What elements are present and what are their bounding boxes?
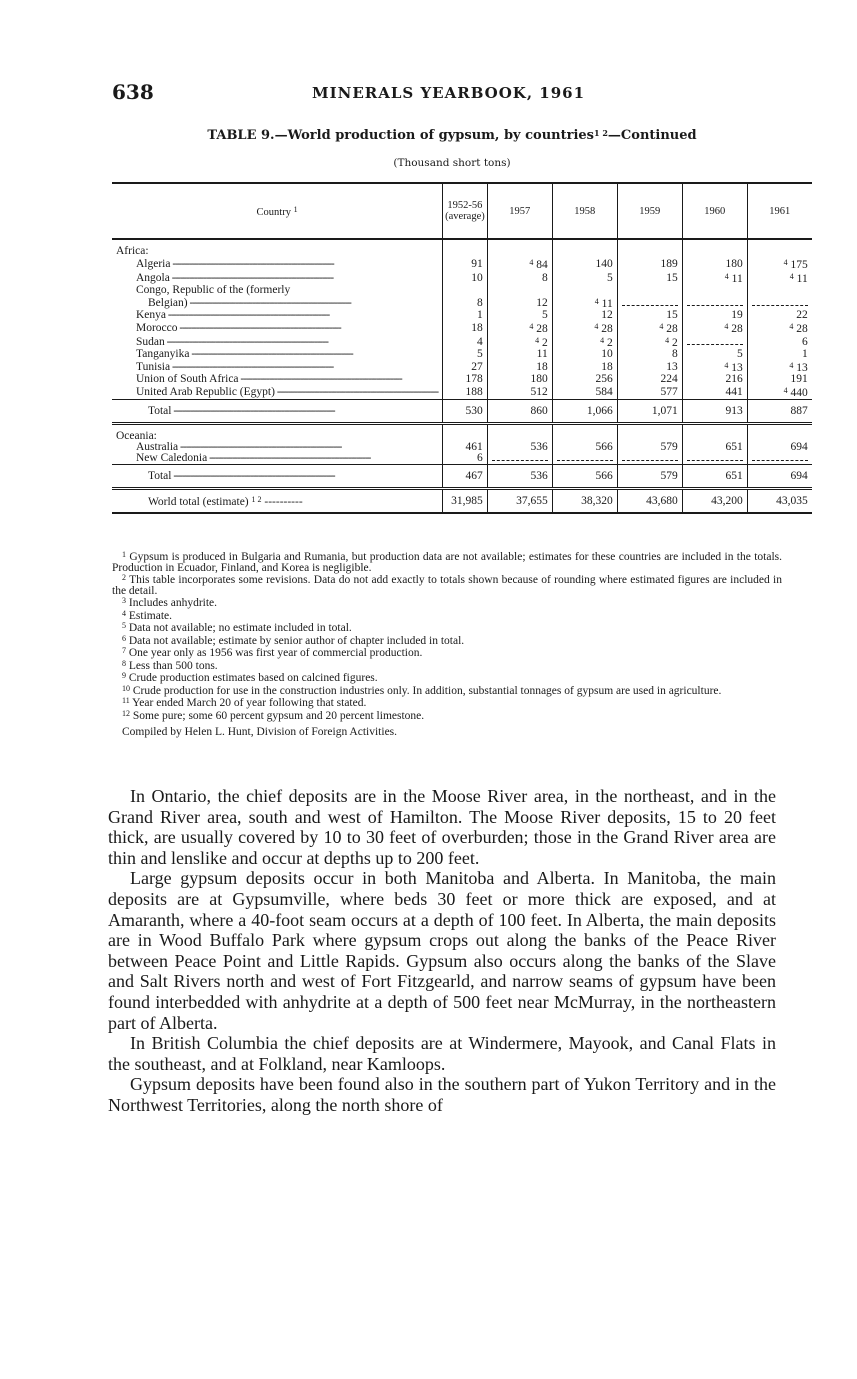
table-footnotes	[112, 550, 782, 738]
table-row: Belgian) ----- 8 12 $^4$ 11	[112, 296, 812, 310]
gypsum-production-table	[112, 182, 812, 514]
footnote: $^9$ Crude production estimates based on calcined figures.	[122, 671, 378, 684]
header-1960: 1960	[682, 183, 747, 239]
paragraph: In Ontario, the chief deposits are in the Moose River area, in the northeast, and in the Grand River area, south and west of Hamilton. The Moose River deposits, 15 to 20 feet thick, are usually covered by 10 to 30 feet of overburden; those in the Grand River area are thin and lenslike and occur at depths up to 200 feet.	[108, 786, 776, 868]
header-1959: 1959	[617, 183, 682, 239]
country-name: Tunisia -----	[112, 360, 443, 374]
footnote: $^{11}$ Year ended March 20 of year following that stated.	[122, 696, 367, 709]
table-row: Morocco ----- 18 $^4$ 28 $^4$ 28 $^4$ 28 $^4$ 28 $^4$ 28	[112, 321, 812, 335]
country-name: Algeria -----	[112, 257, 443, 271]
country-name: Australia -----	[112, 442, 443, 453]
total-label: Total -----	[112, 400, 443, 424]
footnote: $^{12}$ Some pure; some 60 percent gypsum and 20 percent limestone.	[122, 708, 425, 722]
table-row: United Arab Republic (Egypt) ----- 188 512 584 577 441 $^4$ 440	[112, 385, 812, 400]
body-text	[108, 786, 776, 1116]
header-1957: 1957	[487, 183, 552, 239]
table-row: Tanganyika ----- 5 11 10 8 5 1	[112, 349, 812, 360]
table-header-row	[112, 183, 812, 239]
country-name: Tanganyika -----	[112, 349, 443, 360]
compiled-by-credit: Compiled by Helen L. Hunt, Division of Foreign Activities.	[122, 726, 398, 738]
country-name: Angola -----	[112, 271, 443, 285]
footnote: $^4$ Estimate.	[122, 608, 172, 622]
table-row: Angola ----- 10 8 5 15 $^4$ 11 $^4$ 11	[112, 271, 812, 285]
table-title-suffix: —Continued	[607, 128, 697, 143]
table-unit: (Thousand short tons)	[393, 157, 511, 169]
table-row: Sudan ----- 4 $^4$ 2 $^4$ 2 $^4$ 2 6	[112, 335, 812, 349]
region-row-africa	[112, 239, 812, 257]
country-name: Morocco -----	[112, 321, 443, 335]
footnote: $^{10}$ Crude production for use in the construction industries only. In addition, substantial tonnages of gypsum are used in agriculture.	[122, 683, 722, 697]
world-total-label: World total (estimate) $^{1 2}$ ----------	[112, 489, 443, 514]
paragraph: Large gypsum deposits occur in both Manitoba and Alberta. In Manitoba, the main deposits are at Gypsumville, where beds 30 feet or more thick are exposed, and at Amaranth, where a 40-foot seam occurs at a depth of 100 feet. In Alberta, the main deposits are in Wood Buffalo Park where gypsum crops out along the banks of the Peace River between Peace Point and Little Rapids. Gypsum also occurs along the banks of the Slave and Salt Rivers north and west of Fort Fitzgearld, and narrow seams of gypsum have been found interbedded with anhydrite at a depth of 500 feet near McMurray, in the northeastern part of Alberta.	[108, 868, 776, 1033]
paragraph: Gypsum deposits have been found also in the southern part of Yukon Territory and in the Northwest Territories, along the north shore of	[108, 1074, 776, 1115]
paragraph: In British Columbia the chief deposits are at Windermere, Mayook, and Canal Flats in the southeast, and at Folkland, near Kamloops.	[108, 1033, 776, 1074]
header-1958: 1958	[552, 183, 617, 239]
country-name: Congo, Republic of the (formerly	[136, 285, 291, 296]
page-number: 638	[112, 80, 154, 104]
country-name: Union of South Africa -----	[112, 374, 443, 385]
region-label: Africa:	[116, 245, 149, 257]
header-average: 1952-56 (average)	[443, 183, 488, 239]
country-name: United Arab Republic (Egypt) -----	[112, 385, 443, 400]
world-total-row: World total (estimate) $^{1 2}$ ---------- 31,985 37,655 38,320 43,680 43,200 43,035	[112, 489, 812, 514]
country-name: Sudan -----	[112, 335, 443, 349]
footnote: $^3$ Includes anhydrite.	[122, 596, 218, 609]
footnote: $^8$ Less than 500 tons.	[122, 658, 218, 672]
table-row: Kenya ----- 1 5 12 15 19 22	[112, 310, 812, 321]
country-name: New Caledonia -----	[112, 453, 443, 465]
table-row: Union of South Africa ----- 178 180 256 224 216 191	[112, 374, 812, 385]
oceania-total-row: Total ----- 467 536 566 579 651 694	[112, 465, 812, 489]
country-name-continued: Belgian) -----	[112, 296, 443, 310]
footnote: $^7$ One year only as 1956 was first year of commercial production.	[122, 646, 423, 659]
footnote: $^5$ Data not available; no estimate included in total.	[122, 621, 352, 634]
table-title	[112, 128, 792, 143]
table-row: Australia ----- 461 536 566 579 651 694	[112, 442, 812, 453]
table-row: New Caledonia ----- 6	[112, 453, 812, 465]
header-country: Country $^1$	[112, 183, 443, 239]
footnote: $^1$ Gypsum is produced in Bulgaria and Rumania, but production data are not available; estimates for these countries are included in the totals. Production in Ecuador, Finland, and Korea is negligible.	[112, 550, 782, 574]
region-row-oceania	[112, 424, 812, 443]
table-title-footnote-ref: 1 2	[594, 128, 608, 138]
footnote: $^6$ Data not available; estimate by senior author of chapter included in total.	[122, 633, 465, 647]
table-row: Algeria ----- 91 $^4$ 84 140 189 180 $^4$ 175	[112, 257, 812, 271]
header-1961: 1961	[747, 183, 812, 239]
africa-total-row: Total ----- 530 860 1,066 1,071 913 887	[112, 400, 812, 424]
running-title: MINERALS YEARBOOK, 1961	[312, 84, 586, 102]
country-name: Kenya -----	[112, 310, 443, 321]
region-label: Oceania:	[116, 430, 157, 442]
running-head	[112, 80, 792, 110]
table-row	[112, 285, 812, 296]
total-label: Total -----	[112, 465, 443, 489]
table-row: Tunisia ----- 27 18 18 13 $^4$ 13 $^4$ 13	[112, 360, 812, 374]
footnote: $^2$ This table incorporates some revisions. Data do not add exactly to totals shown because of rounding where estimated figures are included in the detail.	[112, 573, 782, 597]
table-title-text: TABLE 9.—World production of gypsum, by countries	[207, 128, 594, 143]
